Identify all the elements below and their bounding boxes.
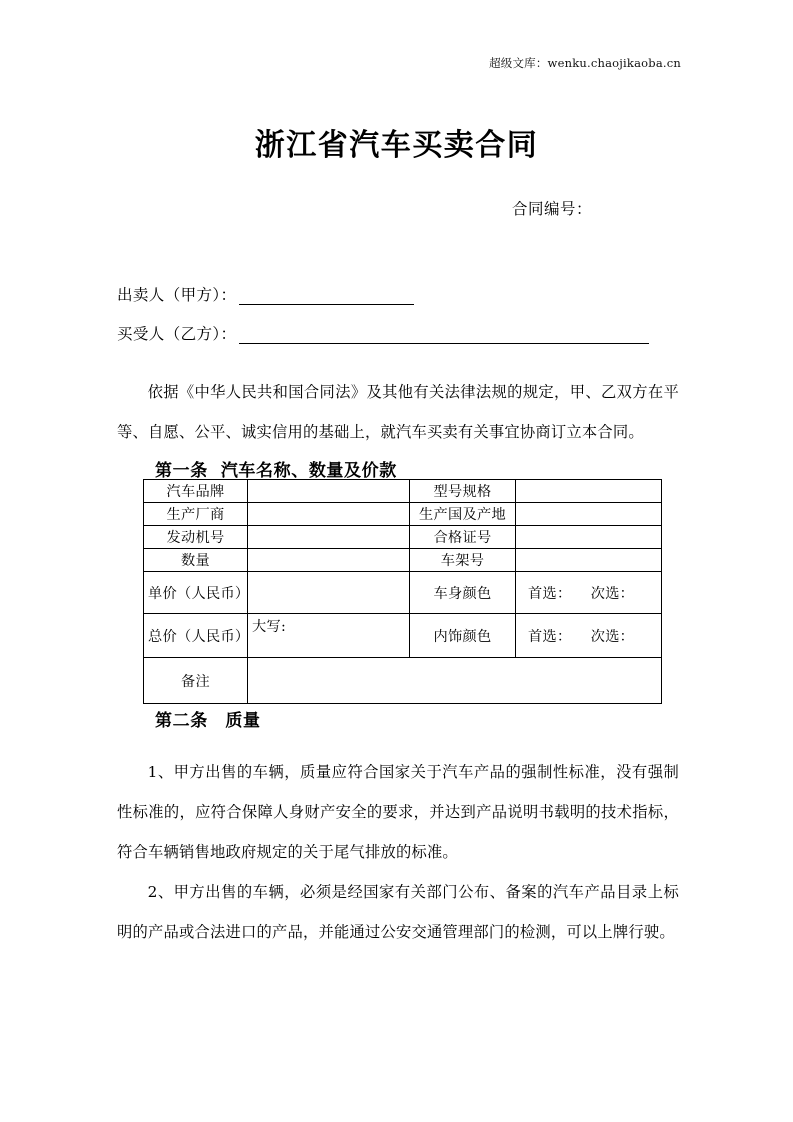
section-2-paragraph-2: 2、甲方出售的车辆，必须是经国家有关部门公布、备案的汽车产品目录上标明的产品或合法进口的产品，并能通过公安交通管理部门的检测，可以上牌行驶。 xyxy=(117,883,679,942)
table-row xyxy=(144,526,662,549)
cell-interior-color-choices[interactable]: 首选： 次选： xyxy=(516,614,662,658)
cell-quantity-value[interactable] xyxy=(248,549,410,572)
section-1-heading: 第一条 汽车名称、数量及价款 xyxy=(155,461,397,482)
seller-party-line xyxy=(117,283,414,305)
seller-name-blank-rule[interactable] xyxy=(239,289,414,305)
section-2-paragraph-1: 1、甲方出售的车辆，质量应符合国家关于汽车产品的强制性标准，没有强制性标准的，应符合保障人身财产安全的要求，并达到产品说明书载明的技术指标，符合车辆销售地政府规定的关于尾气排放的标准。 xyxy=(117,763,679,862)
cell-brand-value[interactable] xyxy=(248,480,410,503)
cell-unit-price-label: 单价（人民币） xyxy=(144,572,248,614)
cell-remark-label: 备注 xyxy=(144,658,248,704)
cell-brand-label: 汽车品牌 xyxy=(144,480,248,503)
cell-model-value[interactable] xyxy=(516,480,662,503)
section-2-heading: 第二条 质量 xyxy=(155,711,261,732)
cell-remark-value[interactable] xyxy=(248,658,662,704)
table-row xyxy=(144,549,662,572)
cell-total-price-label: 总价（人民币） xyxy=(144,614,248,658)
cell-engine-no-label: 发动机号 xyxy=(144,526,248,549)
vehicle-spec-table xyxy=(143,479,662,704)
cell-body-color-choices[interactable]: 首选： 次选： xyxy=(516,572,662,614)
cell-engine-no-value[interactable] xyxy=(248,526,410,549)
table-row xyxy=(144,572,662,614)
buyer-party-line xyxy=(117,322,649,344)
contract-number-label: 合同编号： xyxy=(512,200,593,218)
cell-total-price-in-words[interactable]: 大写: xyxy=(248,614,410,658)
page-title: 浙江省汽车买卖合同 xyxy=(254,128,539,164)
cell-vin-value[interactable] xyxy=(516,549,662,572)
cell-unit-price-value[interactable] xyxy=(248,572,410,614)
buyer-label: 买受人（乙方）： xyxy=(117,325,237,343)
intro-paragraph: 依据《中华人民共和国合同法》及其他有关法律法规的规定，甲、乙双方在平等、自愿、公平、诚实信用的基础上，就汽车买卖有关事宜协商订立本合同。 xyxy=(117,383,679,442)
buyer-name-blank-rule[interactable] xyxy=(239,328,649,344)
seller-label: 出卖人（甲方）： xyxy=(117,286,237,304)
cell-certificate-no-label: 合格证号 xyxy=(410,526,516,549)
table-row xyxy=(144,503,662,526)
cell-body-color-label: 车身颜色 xyxy=(410,572,516,614)
cell-origin-value[interactable] xyxy=(516,503,662,526)
site-watermark-header: 超级文库：wenku.chaojikaoba.cn xyxy=(489,56,681,70)
table-row xyxy=(144,614,662,658)
table-row xyxy=(144,480,662,503)
cell-manufacturer-label: 生产厂商 xyxy=(144,503,248,526)
cell-origin-label: 生产国及产地 xyxy=(410,503,516,526)
cell-vin-label: 车架号 xyxy=(410,549,516,572)
cell-manufacturer-value[interactable] xyxy=(248,503,410,526)
cell-model-label: 型号规格 xyxy=(410,480,516,503)
cell-interior-color-label: 内饰颜色 xyxy=(410,614,516,658)
cell-quantity-label: 数量 xyxy=(144,549,248,572)
table-row xyxy=(144,658,662,704)
cell-certificate-no-value[interactable] xyxy=(516,526,662,549)
